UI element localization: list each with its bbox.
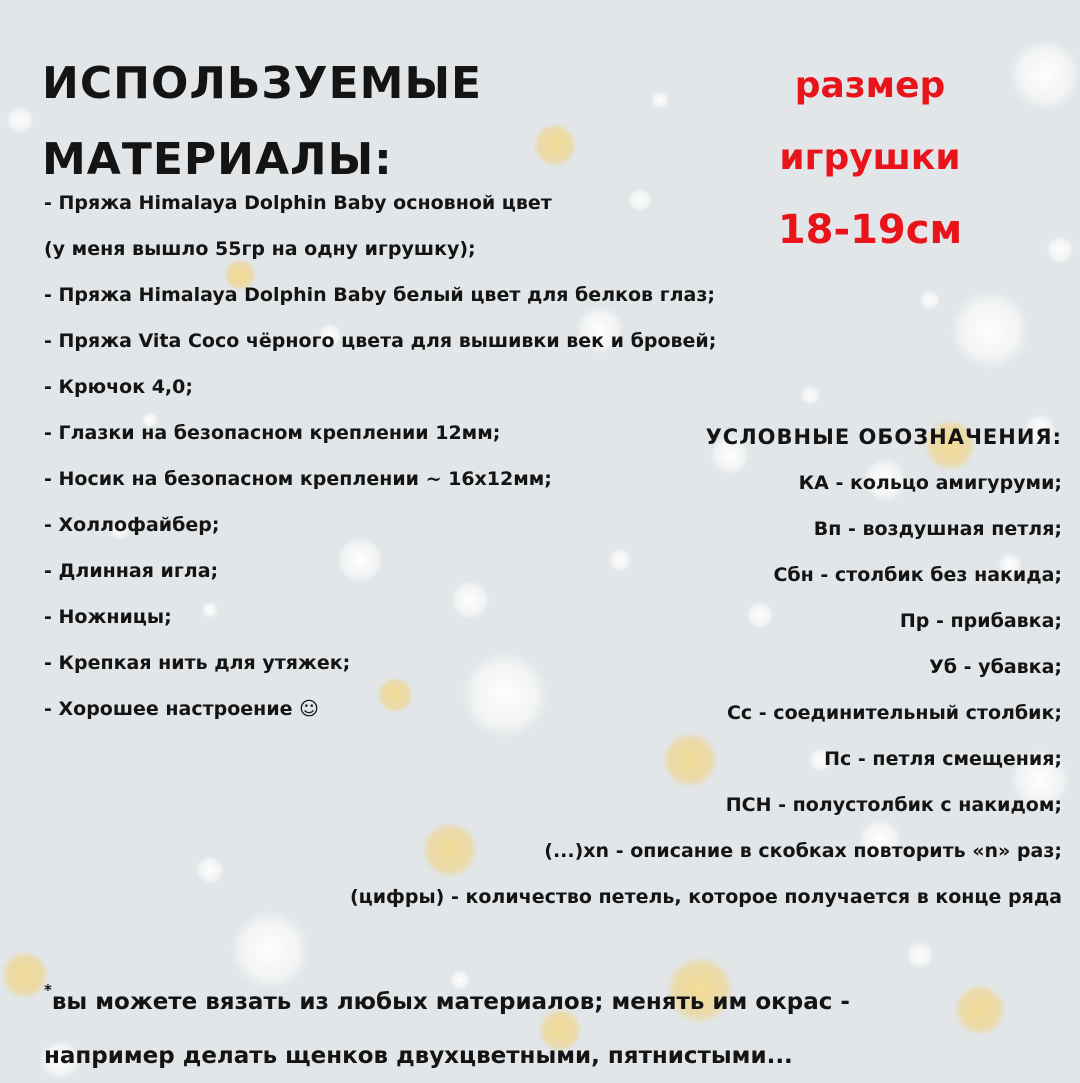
legend-item: Уб - убавка; bbox=[929, 656, 1062, 678]
materials-item: - Длинная игла; bbox=[44, 560, 219, 582]
materials-item: - Крючок 4,0; bbox=[44, 376, 193, 398]
bokeh-dot bbox=[950, 290, 1030, 370]
materials-item: - Ножницы; bbox=[44, 606, 172, 628]
footnote-line-2: например делать щенков двухцветными, пятнистыми... bbox=[44, 1043, 793, 1069]
legend-item: (цифры) - количество петель, которое получается в конце ряда bbox=[349, 886, 1062, 908]
bokeh-dot bbox=[6, 106, 34, 134]
materials-item: - Крепкая нить для утяжек; bbox=[44, 652, 351, 674]
legend-item: (...)xn - описание в скобках повторить «n» раз; bbox=[544, 840, 1062, 862]
bokeh-dot bbox=[1046, 236, 1074, 264]
legend-item: Пс - петля смещения; bbox=[824, 748, 1062, 770]
bokeh-dot bbox=[1009, 39, 1080, 111]
materials-item: - Хорошее настроение ☺ bbox=[44, 698, 319, 720]
legend-item: КА - кольцо амигуруми; bbox=[798, 472, 1062, 494]
materials-item: - Пряжа Vita Coco чёрного цвета для вышивки век и бровей; bbox=[44, 330, 717, 352]
materials-item: - Носик на безопасном креплении ~ 16х12мм; bbox=[44, 468, 552, 490]
bokeh-dot bbox=[920, 290, 940, 310]
materials-item: - Холлофайбер; bbox=[44, 514, 220, 536]
bokeh-dot bbox=[906, 941, 934, 969]
title-line-2: МАТЕРИАЛЫ: bbox=[42, 134, 393, 185]
footnote-line-1 bbox=[44, 975, 1044, 1029]
materials-item: - Пряжа Himalaya Dolphin Baby белый цвет для белков глаз; bbox=[44, 284, 716, 306]
materials-item: - Глазки на безопасном креплении 12мм; bbox=[44, 422, 501, 444]
legend-title: УСЛОВНЫЕ ОБОЗНАЧЕНИЯ: bbox=[705, 425, 1062, 449]
page-title bbox=[42, 46, 562, 198]
bokeh-dot bbox=[196, 856, 224, 884]
bokeh-dot bbox=[651, 91, 669, 109]
footnote-text-1: вы можете вязать из любых материалов; менять им окрас - bbox=[51, 989, 850, 1015]
bokeh-dot bbox=[1, 951, 49, 999]
toy-size-line-2: игрушки bbox=[779, 137, 961, 178]
materials-item: - Пряжа Himalaya Dolphin Baby основной цвет bbox=[44, 192, 552, 214]
legend-block bbox=[242, 414, 1062, 920]
legend-item: Вп - воздушная петля; bbox=[813, 518, 1062, 540]
legend-item: Пр - прибавка; bbox=[899, 610, 1062, 632]
legend-item: Сс - соединительный столбик; bbox=[726, 702, 1062, 724]
legend-item: Сбн - столбик без накида; bbox=[773, 564, 1062, 586]
footnote bbox=[44, 975, 1044, 1083]
legend-item: ПСН - полустолбик с накидом; bbox=[725, 794, 1062, 816]
title-line-1: ИСПОЛЬЗУЕМЫЕ bbox=[42, 58, 483, 109]
footnote-star: * bbox=[44, 981, 52, 999]
toy-size-value: 18-19см bbox=[777, 207, 963, 253]
toy-size-line-1: размер bbox=[794, 65, 946, 106]
materials-item: (у меня вышло 55гр на одну игрушку); bbox=[44, 238, 476, 260]
